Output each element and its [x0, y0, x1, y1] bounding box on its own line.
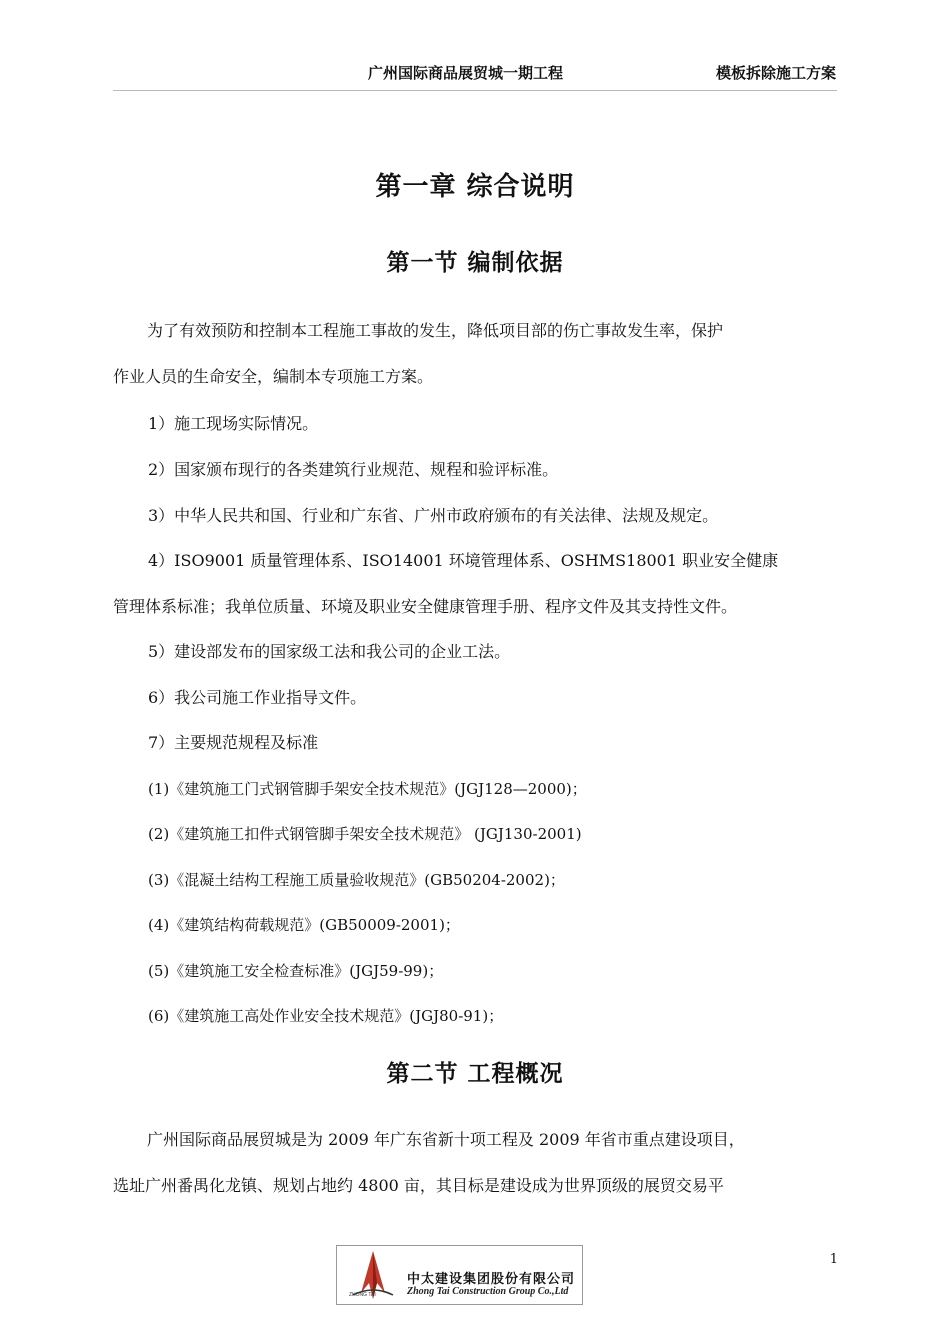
- basis-item-1: 1）施工现场实际情况。: [148, 414, 319, 433]
- chapter-title: 第一章 综合说明: [375, 172, 575, 202]
- intro-line-2: 作业人员的生命安全，编制本专项施工方案。: [113, 367, 434, 386]
- section2-title: 第二节 工程概况: [386, 1061, 564, 1087]
- standard-item-1: (1)《建筑施工门式钢管脚手架安全技术规范》(JGJ128—2000)；: [148, 780, 587, 798]
- header-divider: [113, 90, 837, 91]
- company-name-en: Zhong Tai Construction Group Co.,Ltd: [407, 1286, 569, 1297]
- page-header: [0, 62, 950, 86]
- standard-item-6: (6)《建筑施工高处作业安全技术规范》(JGJ80-91)；: [148, 1007, 504, 1025]
- basis-item-3: 3）中华人民共和国、行业和广东省、广州市政府颁布的有关法律、法规及规定。: [148, 506, 719, 525]
- intro-line-1: 为了有效预防和控制本工程施工事故的发生，降低项目部的伤亡事故发生率，保护: [147, 321, 724, 340]
- header-document-title: 模板拆除施工方案: [715, 64, 836, 82]
- section1-intro: [113, 308, 840, 400]
- basis-item-7: 7）主要规范规程及标准: [148, 733, 319, 752]
- page-number: 1: [829, 1252, 838, 1267]
- logo-mark-text: ZHONG TAI: [349, 1292, 376, 1298]
- header-project-name: 广州国际商品展贸城一期工程: [368, 64, 564, 82]
- overview-line-1: 广州国际商品展贸城是为 2009 年广东省新十项工程及 2009 年省市重点建设项目，: [147, 1130, 745, 1149]
- overview-line-2: 选址广州番禺化龙镇、规划占地约 4800 亩，其目标是建设成为世界顶级的展贸交易平: [113, 1176, 724, 1195]
- basis-item-4-continued: 管理体系标准；我单位质量、环境及职业安全健康管理手册、程序文件及其支持性文件。: [113, 597, 738, 616]
- section2-body: [113, 1117, 840, 1209]
- company-logo: [336, 1245, 583, 1305]
- standard-item-2: (2)《建筑施工扣件式钢管脚手架安全技术规范》 (JGJ130-2001): [148, 825, 582, 843]
- standard-item-4: (4)《建筑结构荷载规范》(GB50009-2001)；: [148, 916, 460, 934]
- standard-item-5: (5)《建筑施工安全检查标准》(JGJ59-99)；: [148, 962, 444, 980]
- standard-item-3: (3)《混凝土结构工程施工质量验收规范》(GB50204-2002)；: [148, 871, 565, 889]
- basis-item-2: 2）国家颁布现行的各类建筑行业规范、规程和验评标准。: [148, 460, 559, 479]
- basis-item-4: 4）ISO9001 质量管理体系、ISO14001 环境管理体系、OSHMS18001 职业安全健康: [148, 551, 779, 570]
- company-name-cn: 中太建设集团股份有限公司: [407, 1272, 576, 1287]
- basis-item-5: 5）建设部发布的国家级工法和我公司的企业工法。: [148, 642, 511, 661]
- section1-title: 第一节 编制依据: [386, 250, 564, 276]
- basis-item-6: 6）我公司施工作业指导文件。: [148, 688, 367, 707]
